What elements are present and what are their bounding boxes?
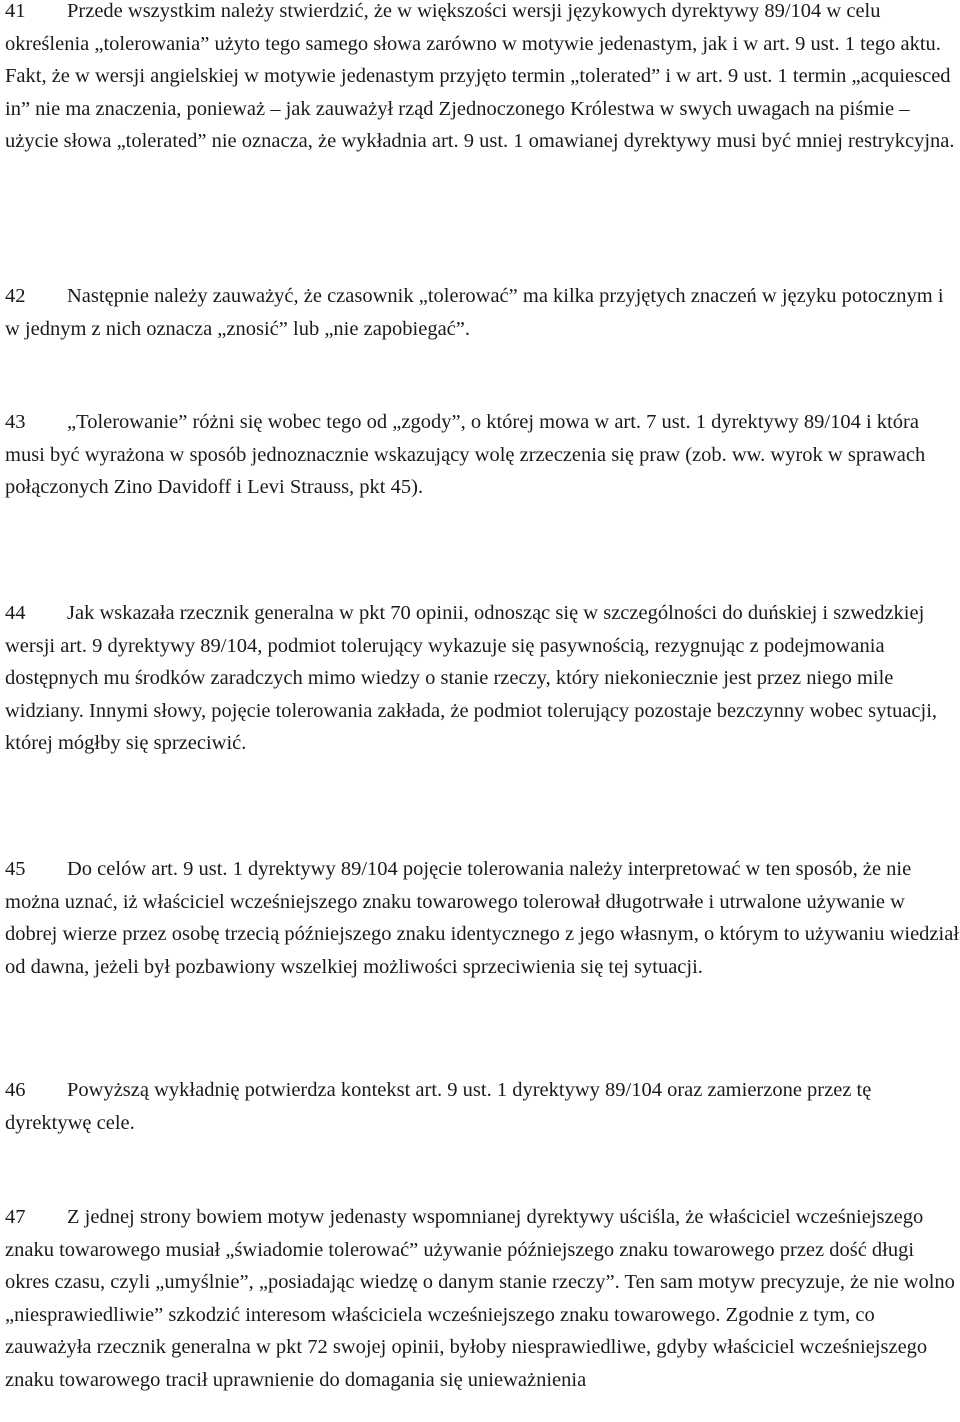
paragraph-text: Jak wskazała rzecznik generalna w pkt 70 opinii, odnosząc się w szczególności do duńskiej i szwedzkiej wersji art. 9 dyrektywy 89/104, podmiot tolerujący wykazuje się pasywnością, rezygnując z podejmowania dostępnych mu środków zaradczych mimo wiedzy o stanie rzeczy, który niekoniecznie jest przez niego mile widziany. Innymi słowy, pojęcie tolerowania zakłada, że podmiot tolerujący pozostaje bezczynny wobec sytuacji, której mógłby się sprzeciwić. (5, 602, 938, 754)
paragraph-number: 42 (5, 285, 26, 307)
paragraph-47 (5, 1201, 960, 1396)
paragraph-text: „Tolerowanie” różni się wobec tego od „zgody”, o której mowa w art. 7 ust. 1 dyrektywy 89/104 i która musi być wyrażona w sposób jednoznacznie wskazujący wolę zrzeczenia się praw (zob. ww. wyrok w sprawach połączonych Zino Davidoff i Levi Strauss, pkt 45). (5, 411, 926, 498)
paragraph-text: Z jednej strony bowiem motyw jedenasty wspomnianej dyrektywy uściśla, że właściciel wcześniejszego znaku towarowego musiał „świadomie tolerować” używanie późniejszego znaku towarowego przez dość długi okres czasu, czyli „umyślnie”, „posiadając wiedzę o danym stanie rzeczy”. Ten sam motyw precyzuje, że nie wolno „niesprawiedliwie” szkodzić interesom właściciela wcześniejszego znaku towarowego. Zgodnie z tym, co zauważyła rzecznik generalna w pkt 72 swojej opinii, byłoby niesprawiedliwe, gdyby właściciel wcześniejszego znaku towarowego tracił uprawnienie do domagania się unieważnienia (5, 1206, 955, 1391)
paragraph-text: Powyższą wykładnię potwierdza kontekst art. 9 ust. 1 dyrektywy 89/104 oraz zamierzone przez tę dyrektywę cele. (5, 1079, 872, 1134)
paragraph-45 (5, 853, 960, 983)
paragraph-42 (5, 280, 960, 345)
paragraph-41 (5, 0, 960, 158)
paragraph-number: 41 (5, 0, 26, 22)
paragraph-46 (5, 1074, 960, 1139)
paragraph-44 (5, 597, 960, 760)
paragraph-number: 44 (5, 602, 26, 624)
paragraph-text: Przede wszystkim należy stwierdzić, że w większości wersji językowych dyrektywy 89/104 w celu określenia „tolerowania” użyto tego samego słowa zarówno w motywie jedenastym, jak i w art. 9 ust. 1 tego aktu. Fakt, że w wersji angielskiej w motywie jedenastym przyjęto termin „tolerated” i w art. 9 ust. 1 termin „acquiesced in” nie ma znaczenia, ponieważ – jak zauważył rząd Zjednoczonego Królestwa w swych uwagach na piśmie – użycie słowa „tolerated” nie oznacza, że wykładnia art. 9 ust. 1 omawianej dyrektywy musi być mniej restrykcyjna. (5, 0, 955, 152)
paragraph-43 (5, 406, 960, 504)
paragraph-number: 45 (5, 858, 26, 880)
paragraph-text: Następnie należy zauważyć, że czasownik „tolerować” ma kilka przyjętych znaczeń w języku potocznym i w jednym z nich oznacza „znosić” lub „nie zapobiegać”. (5, 285, 944, 340)
paragraph-number: 46 (5, 1079, 26, 1101)
paragraph-number: 47 (5, 1206, 26, 1228)
paragraph-number: 43 (5, 411, 26, 433)
paragraph-text: Do celów art. 9 ust. 1 dyrektywy 89/104 pojęcie tolerowania należy interpretować w ten sposób, że nie można uznać, iż właściciel wcześniejszego znaku towarowego tolerował długotrwałe i utrwalone używanie w dobrej wierze przez osobę trzecią późniejszego znaku identycznego z jego własnym, o którym to używaniu wiedział od dawna, jeżeli był pozbawiony wszelkiej możliwości sprzeciwienia się tej sytuacji. (5, 858, 960, 978)
